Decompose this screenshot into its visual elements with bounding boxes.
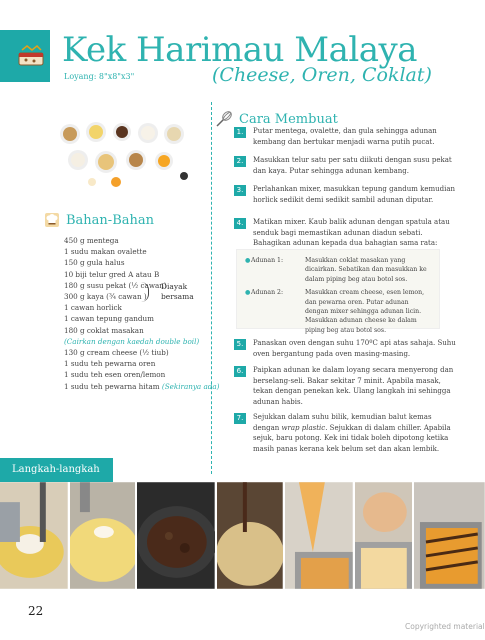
step-3 [234, 184, 459, 205]
ingredients-list [64, 235, 220, 392]
ingredients-title: Bahan-Bahan [66, 212, 154, 228]
ingredient-item: 1 sudu teh esen oren/lemon [64, 370, 166, 380]
step-photo-6 [355, 482, 413, 589]
ingredient-item: 450 g mentega [64, 236, 119, 245]
sift-together-label: Diayak bersama [161, 282, 194, 301]
step-text [253, 412, 459, 454]
ingredient-text: 1 sudu teh pewarna hitam [64, 381, 160, 391]
step-text-part: Sejukkan dalam suhu bilik, kemudian balut kemas dengan [253, 413, 432, 432]
step-2 [234, 155, 459, 176]
copyright-notice: Copyrighted material [405, 622, 485, 631]
step-4 [234, 217, 459, 249]
ingredient-item [64, 381, 220, 392]
step-text-part: . Sejukkan di dalam chiller. Apabila sejuk, baru potong. Kek ini tidak boleh dipotong ketika masih panas kerana kek belum set dan akan lembik. [253, 423, 451, 453]
step-photo-2 [70, 482, 136, 589]
step-1 [234, 126, 459, 147]
step-photo-5 [285, 482, 353, 589]
page-subtitle: (Cheese, Oren, Coklat) [212, 64, 432, 86]
cake-icon [18, 44, 44, 66]
ingredient-item: 150 g gula halus [64, 258, 125, 268]
ingredient-item: 1 sudu makan ovalette [64, 247, 147, 257]
ingredient-item: 130 g cream cheese (½ tiub) [64, 348, 169, 358]
step-number: 2. [234, 156, 246, 167]
sub-step-label: Adunan 2: [251, 289, 284, 297]
step-photo-3 [137, 482, 215, 589]
step-6 [234, 365, 459, 407]
ingredient-item: 300 g kaya (¾ cawan ) [64, 292, 147, 302]
ingredient-item: 1 sudu teh pewarna oren [64, 359, 156, 369]
step-text: Masukkan telur satu per satu diikuti dengan susu pekat dan kaya. Putar sehingga adunan kembang. [253, 156, 452, 175]
step-text: Perlahankan mixer, masukkan tepung gandum kemudian horlick sedikit demi sedikit sambil adunan diputar. [253, 185, 456, 204]
ingredient-note: (Cairkan dengan kaedah double boil) [64, 336, 200, 346]
page-title: Kek Harimau Malaya [62, 30, 417, 70]
step-number: 3. [234, 185, 246, 196]
ingredients-photo [56, 118, 194, 190]
method-title: Cara Membuat [239, 111, 338, 127]
sub-step-label: Adunan 1: [251, 257, 284, 264]
sub-step-text: Masukkan coklat masakan yang dicairkan. Sebatikan dan masukkan ke dalam piping beg atau botol sos. [305, 257, 427, 283]
bullet-icon: ● [245, 257, 251, 264]
ingredient-item: 180 g susu pekat (½ cawan) [64, 280, 167, 290]
step-text: Panaskan oven dengan suhu 170ºC api atas sahaja. Suhu oven bergantung pada oven masing-masing. [253, 339, 456, 358]
sub-step-text: Masukkan cream cheese, esen lemon, dan pewarna oren. Putar adunan dengan mixer sehingga adunan licin. Masukkan adunan cheese ke dalam piping beg atau botol sos. [305, 289, 425, 334]
bullet-icon: ● [245, 289, 251, 297]
sift-together-bracket [141, 282, 194, 302]
step-photo-4 [217, 482, 283, 589]
step-number: 6. [234, 366, 246, 377]
whisk-icon [215, 110, 233, 128]
step-text-italic: wrap plastic [281, 423, 326, 432]
page-number: 22 [28, 604, 44, 618]
step-number: 4. [234, 218, 246, 229]
ingredient-item: 1 cawan tepung gandum [64, 314, 154, 324]
step-number: 7. [234, 413, 246, 424]
chef-hat-icon [44, 212, 60, 228]
step-photo-strip [0, 482, 485, 589]
sub-step-1 [245, 256, 433, 284]
ingredients-heading [44, 212, 154, 228]
step-number: 5. [234, 339, 246, 350]
step-photo-7 [414, 482, 485, 589]
ingredient-note: (Sekiranya ada) [161, 381, 220, 391]
step-number: 1. [234, 127, 246, 138]
ingredient-item: 1 cawan horlick [64, 303, 122, 313]
step-7 [234, 412, 459, 454]
step-photo-1 [0, 482, 68, 589]
pan-size: Loyang: 8"x8"x3" [64, 72, 135, 81]
step-text: Paipkan adunan ke dalam loyang secara menyerong dan berselang-seli. Bakar sekitar 7 minit. Apabila masak, tekan dengan penekan kek. Ulang langkah ini sehingga adunan habis. [253, 366, 454, 406]
step-5 [234, 338, 459, 359]
steps-photo-heading: Langkah-langkah [12, 464, 100, 475]
ingredient-item: 10 biji telur gred A atau B [64, 269, 160, 279]
step-text: Matikan mixer. Kaub balik adunan dengan spatula atau senduk bagi memastikan adunan diadun sebati. Bahagikan adunan kepada dua bahagian sama rata: [253, 218, 450, 248]
ingredient-item: 180 g coklat masakan [64, 325, 144, 335]
step-text: Putar mentega, ovalette, dan gula sehingga adunan kembang dan bertukar menjadi warna putih pucat. [253, 127, 437, 146]
sub-step-2 [245, 288, 433, 335]
bracket-shape [141, 282, 149, 302]
sub-steps-box [236, 249, 440, 334]
